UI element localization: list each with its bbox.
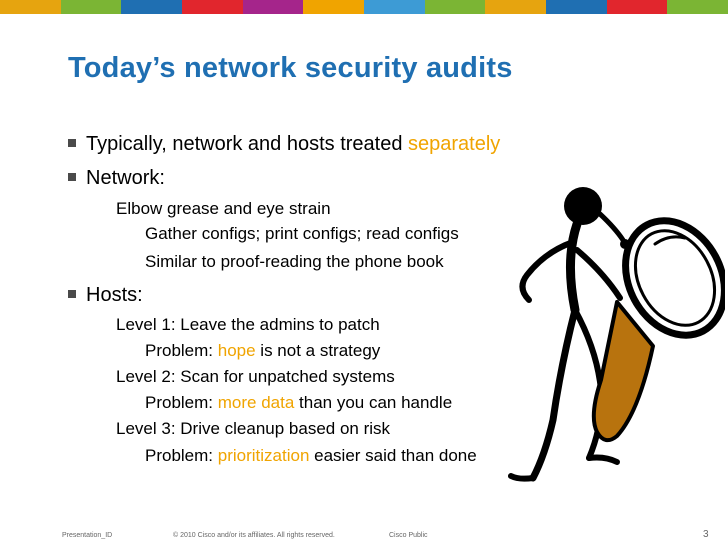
slide-footer bbox=[0, 524, 728, 546]
color-bar-segment bbox=[667, 0, 728, 14]
color-bar-segment bbox=[303, 0, 364, 14]
color-bar-segment bbox=[61, 0, 122, 14]
slide-color-bar bbox=[0, 0, 728, 14]
color-bar-segment bbox=[607, 0, 668, 14]
color-bar-segment bbox=[182, 0, 243, 14]
slide-title: Today’s network security audits bbox=[68, 52, 513, 84]
bullet-text: Network: bbox=[86, 167, 165, 189]
sub-sub-bullet-problem-more-data bbox=[145, 393, 452, 413]
highlight-more-data: more data bbox=[217, 393, 295, 412]
highlight-hope: hope bbox=[217, 341, 256, 360]
problem-text: is not a strategy bbox=[255, 341, 381, 360]
sub-bullet-level1: Level 1: Leave the admins to patch bbox=[116, 315, 380, 334]
color-bar-segment bbox=[121, 0, 182, 14]
color-bar-segment bbox=[546, 0, 607, 14]
problem-label: Problem: bbox=[145, 393, 218, 412]
sub-bullet-level2: Level 2: Scan for unpatched systems bbox=[116, 367, 395, 386]
color-bar-segment bbox=[485, 0, 546, 14]
footer-page-number: 3 bbox=[703, 529, 709, 540]
sub-sub-bullet-gather: Gather configs; print configs; read configs bbox=[145, 224, 459, 243]
color-bar-segment bbox=[0, 0, 61, 14]
problem-label: Problem: bbox=[145, 446, 218, 465]
sub-bullet-level3: Level 3: Drive cleanup based on risk bbox=[116, 419, 391, 438]
problem-text: than you can handle bbox=[294, 393, 453, 412]
bullet-network bbox=[68, 167, 165, 190]
bullet-text: Typically, network and hosts treated bbox=[86, 133, 409, 155]
footer-copyright: © 2010 Cisco and/or its affiliates. All rights reserved. bbox=[173, 532, 335, 539]
bullet-hosts bbox=[68, 284, 143, 307]
sub-sub-bullet-similar: Similar to proof-reading the phone book bbox=[145, 252, 444, 271]
highlight-prioritization: prioritization bbox=[217, 446, 310, 465]
sub-sub-bullet-problem-prioritization bbox=[145, 446, 477, 466]
bullet-text: Hosts: bbox=[86, 284, 143, 306]
sub-sub-bullet-problem-hope bbox=[145, 341, 380, 361]
color-bar-segment bbox=[243, 0, 304, 14]
color-bar-segment bbox=[425, 0, 486, 14]
bullet-typically bbox=[68, 133, 500, 156]
bullet-square-icon bbox=[68, 290, 76, 298]
bullet-square-icon bbox=[68, 173, 76, 181]
highlight-separately: separately bbox=[408, 133, 501, 155]
problem-label: Problem: bbox=[145, 341, 218, 360]
bullet-square-icon bbox=[68, 139, 76, 147]
magnifying-glass-figure-icon bbox=[505, 180, 725, 490]
sub-bullet-elbow: Elbow grease and eye strain bbox=[116, 199, 331, 218]
problem-text: easier said than done bbox=[309, 446, 477, 465]
color-bar-segment bbox=[364, 0, 425, 14]
footer-presentation-id: Presentation_ID bbox=[62, 532, 113, 539]
footer-classification: Cisco Public bbox=[389, 532, 428, 539]
